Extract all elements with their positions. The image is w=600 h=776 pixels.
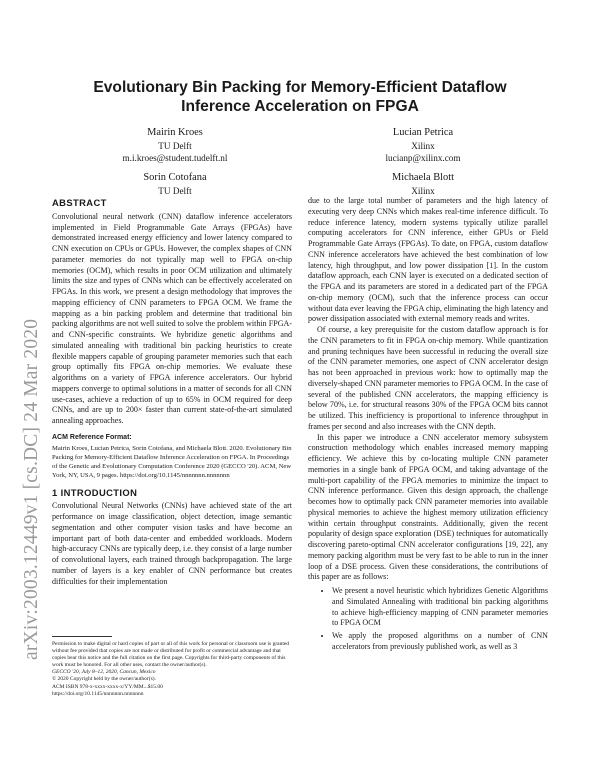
arxiv-stamp [6,200,42,660]
body-paragraph: due to the large total number of parameters and the high latency of executing very deep CNNs which makes real-time inference difficult. To reduce inference latency, modern systems typically utilize parallel computing accelerators for CNN inference, either GPUs or Field Programmable Gate Arrays (FPGAs). To date, on FPGA, custom dataflow CNN inference accelerators have achieved the best combination of low latency, high throughput, and low power dissipation [1]. In the custom dataflow approach, each CNN layer is executed on a dedicated section of the FPGA and its parameters are stored in a dedicated part of the FPGA on-chip memory (OCM), such that the inference process can occur without data ever leaving the FPGA chip, eliminating the high latency and power dissipation associated with external memory reads and writes. [308,196,548,324]
paper-title: Evolutionary Bin Packing for Memory-Efficient Dataflow Inference Acceleration on FPGA [93,79,507,115]
copyright-line: © 2020 Copyright held by the owner/author(s). [52,676,156,683]
author-name: Lucian Petrica [392,127,454,138]
footnote-rule [52,636,112,637]
author-email[interactable]: m.i.kroes@student.tudelft.nl [122,153,228,164]
author-block [100,127,250,165]
author-name: Michaela Blott [391,172,455,183]
acm-reference-heading: ACM Reference Format: [52,433,132,441]
footnote [52,641,292,698]
arxiv-identifier[interactable]: arXiv:2003.12449v1 [cs.DC] 24 Mar 2020 [21,318,42,660]
author-affiliation: Xilinx [411,185,435,196]
list-item: • We apply the proposed algorithms on a number of CNN accelerators from previously published work, as well as 3 [332,631,548,653]
author-block [100,172,250,197]
author-name: Sorin Cotofana [143,172,207,183]
author-affiliation: TU Delft [158,185,192,196]
right-column [308,196,548,655]
acm-reference-text: Mairin Kroes, Lucian Petrica, Sorin Cotofana, and Michaela Blott. 2020. Evolutionary Bin Packing for Memory-Efficient Dataflow Inference Acceleration on FPGA. In Proceedings of the Genetic and Evolutionary Computation Conference 2020 (GECCO '20). ACM, New York, NY, USA, 9 pages. https://doi.org/10.1145/nnnnnnn.nnnnnnn [52,444,292,479]
permission-notice: Permission to make digital or hard copies of part or all of this work for personal or classroom use is granted without fee provided that copies are not made or distributed for profit or commercial advantage and that copies bear this notice and the full citation on the first page. Copyrights for third-party components of this work must be honored. For all other uses, contact the owner/author(s). [52,641,290,669]
list-item: • We present a novel heuristic which hybridizes Genetic Algorithms and Simulated Annealing with traditional bin packing algorithms to achieve high-efficiency mapping of CNN parameter memories to FPGA OCM [332,586,548,629]
author-block [348,127,498,165]
author-affiliation: TU Delft [158,140,192,151]
doi-link[interactable]: https://doi.org/10.1145/nnnnnnn.nnnnnnn [52,690,144,697]
author-email[interactable]: lucianp@xilinx.com [385,153,461,164]
left-column [52,198,292,587]
intro-paragraph: Convolutional Neural Networks (CNNs) have achieved state of the art performance on image classification, object detection, image semantic segmentation and other computer vision tasks and have become an important part of both data-center and embedded workloads. Modern high-accuracy CNNs are typically deep, i.e. they consist of a large number of convolutional layers, each trained through backpropagation. The large number of layers is a key enabler of CNN performance but creates difficulties for their implementation [52,501,292,586]
section-heading-introduction: 1 INTRODUCTION [52,486,138,498]
abstract-text: Convolutional neural network (CNN) dataflow inference accelerators implemented in Field Programmable Gate Arrays (FPGAs) have demonstrated increased energy efficiency and lower latency compared to CNN execution on CPUs or GPUs. However, the complex shapes of CNN parameter memories do not typically map well to FPGA on-chip memories (OCM), which results in poor OCM utilization and ultimately limits the size and types of CNNs which can be effectively accelerated on FPGAs. In this work, we present a design methodology that improves the mapping efficiency of CNN parameters to FPGA OCM. We frame the mapping as a bin packing problem and determine that traditional bin packing algorithms are not well suited to solve the problem within FPGA- and CNN-specific constraints. We hybridize genetic algorithms and simulated annealing with traditional bin packing heuristics to create flexible mappers capable of grouping parameter memories such that each group optimally fits FPGA on-chip memories. We evaluate these algorithms on a variety of FPGA inference accelerators. Our hybrid mappers converge to optimal solutions in a matter of seconds for all CNN use-cases, achieve a reduction of up to 65% in OCM required for deep CNNs, and are up to 200× faster than current state-of-the-art simulated annealing approaches. [52,211,292,425]
body-paragraph: In this paper we introduce a CNN accelerator memory subsystem construction methodology which enables increased memory mapping efficiency. We achieve this by co-locating multiple CNN parameter memories in a single bank of FPGA OCM, and taking advantage of the multi-port capability of the FPGA memories to minimize the impact to CNN inference performance. Given this design approach, the challenge becomes how to optimally pack CNN parameter memories into available physical memories to achieve the highest memory utilization efficiency within certain throughput constraints. Additionally, given the recent popularity of design space exploration (DSE) techniques for automatically discovering pareto-optimal CNN accelerator configurations [19, 22], any memory packing algorithm must be very fast to be able to run in the inner loop of a DSE process. Given these considerations, the contributions of this paper are as follows: [308,432,548,582]
body-paragraph: Of course, a key prerequisite for the custom dataflow approach is for the CNN parameters to fit in FPGA on-chip memory. While quantization and pruning techniques have been successful in reducing the overall size of the CNN parameter memories, one aspect of CNN accelerator design has not been approached in previous work: how to optimally map the diversely-shaped CNN parameter memories to FPGA OCM. In the case of several of the published CNN accelerators, the mapping efficiency is below 70%, i.e. for structural reasons 30% of the FPGA OCM bits cannot be utilized. This inefficiency is proportional to inference throughput in frames per second and also increases with the CNN depth. [308,325,548,431]
isbn-line: ACM ISBN 978-x-xxxx-xxxx-x/YY/MM...$15.00 [52,683,163,690]
conference-venue: GECCO '20, July 8–12, 2020, Cancun, Mexico [52,669,156,676]
abstract-heading: ABSTRACT [52,197,107,208]
contributions-list [308,586,548,653]
author-name: Mairin Kroes [147,127,203,138]
author-block [348,172,498,197]
author-affiliation: Xilinx [411,140,435,151]
